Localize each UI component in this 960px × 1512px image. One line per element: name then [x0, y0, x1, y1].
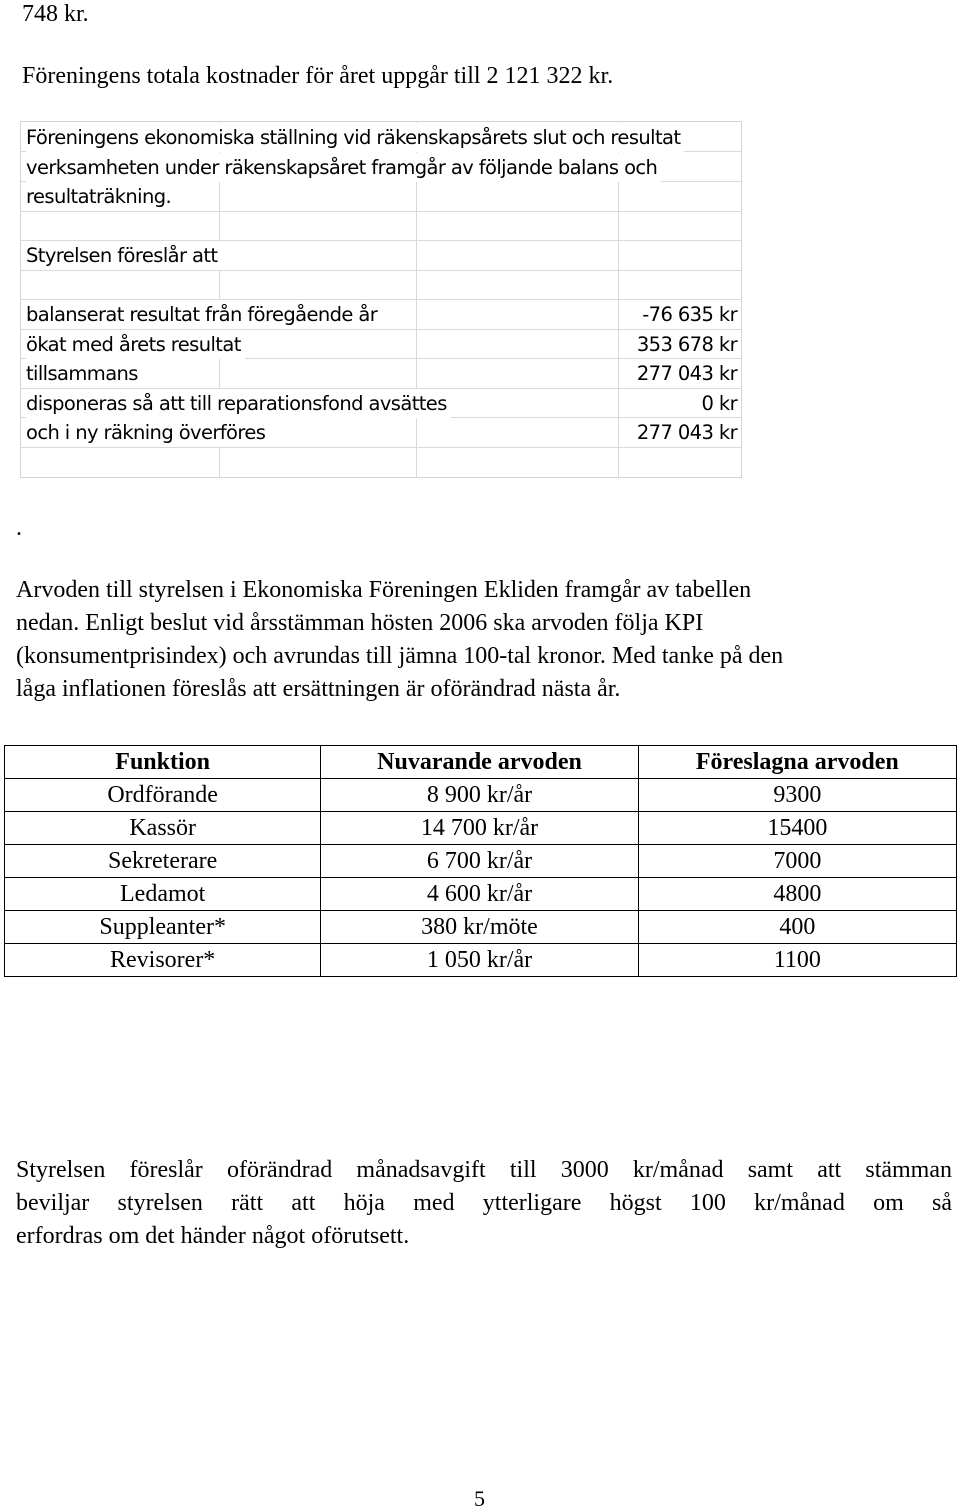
sheet-row-amount: -76 635 kr [642, 303, 737, 326]
cell-nuvarande: 1 050 kr/år [321, 944, 638, 977]
sheet-row-amount: 353 678 kr [636, 333, 737, 356]
cell-funktion: Suppleanter* [5, 911, 321, 944]
cell-foreslagna: 9300 [638, 779, 956, 812]
sheet-intro-line-3: resultaträkning. [26, 182, 175, 211]
fees-paragraph-line: Arvoden till styrelsen i Ekonomiska Föreningen Ekliden framgår av tabellen [16, 577, 752, 603]
fees-paragraph-line: nedan. Enligt beslut vid årsstämman hösten 2006 ska arvoden följa KPI [16, 610, 704, 636]
sheet-row-amount: 0 kr [701, 392, 737, 415]
cell-nuvarande: 6 700 kr/år [321, 845, 638, 878]
table-row [5, 779, 957, 812]
fee-proposal-line: beviljar styrelsen rätt att höja med ytterligare högst 100 kr/månad om så [16, 1190, 952, 1216]
cell-funktion: Sekreterare [5, 845, 321, 878]
sheet-row-amount: 277 043 kr [636, 421, 737, 444]
fees-table [4, 745, 957, 977]
table-header-row [5, 746, 957, 779]
cell-funktion: Ledamot [5, 878, 321, 911]
table-row [5, 944, 957, 977]
cell-foreslagna: 1100 [638, 944, 956, 977]
header-nuvarande: Nuvarande arvoden [321, 746, 638, 779]
sheet-row-label: tillsammans [26, 359, 142, 388]
sheet-row-label: och i ny räkning överföres [26, 418, 269, 447]
header-foreslagna: Föreslagna arvoden [638, 746, 956, 779]
fee-proposal-line: erfordras om det händer något oförutsett. [16, 1223, 410, 1249]
sheet-row-label: disponeras så att till reparationsfond avsättes [26, 389, 451, 418]
cell-funktion: Ordförande [5, 779, 321, 812]
cell-funktion: Kassör [5, 812, 321, 845]
table-row [5, 911, 957, 944]
fees-paragraph [16, 574, 952, 706]
cell-foreslagna: 4800 [638, 878, 956, 911]
sheet-row-label: balanserat resultat från föregående år [26, 300, 381, 329]
cell-foreslagna: 7000 [638, 845, 956, 878]
sheet-intro-line-2: verksamheten under räkenskapsåret framgår av följande balans och [26, 153, 661, 182]
fee-proposal-paragraph [16, 1154, 952, 1253]
cell-foreslagna: 15400 [638, 812, 956, 845]
fees-paragraph-line: låga inflationen föreslås att ersättningen är oförändrad nästa år. [16, 676, 621, 702]
cell-nuvarande: 380 kr/möte [321, 911, 638, 944]
sheet-proposal-heading: Styrelsen föreslår att [26, 241, 221, 270]
cell-nuvarande: 8 900 kr/år [321, 779, 638, 812]
table-row [5, 845, 957, 878]
page-number: 5 [474, 1486, 485, 1511]
total-costs-text: Föreningens totala kostnader för året uppgår till 2 121 322 kr. [22, 63, 614, 89]
table-row [5, 812, 957, 845]
spreadsheet-image [20, 121, 742, 478]
header-funktion: Funktion [5, 746, 321, 779]
sheet-row-label: ökat med årets resultat [26, 330, 245, 359]
sheet-intro-line-1: Föreningens ekonomiska ställning vid räkenskapsårets slut och resultat [26, 123, 684, 152]
separator-dot: . [16, 515, 22, 541]
cell-nuvarande: 4 600 kr/år [321, 878, 638, 911]
sheet-row-amount: 277 043 kr [636, 362, 737, 385]
table-row [5, 878, 957, 911]
fee-proposal-line: Styrelsen föreslår oförändrad månadsavgift till 3000 kr/månad samt att stämman [16, 1157, 952, 1183]
cell-funktion: Revisorer* [5, 944, 321, 977]
cell-nuvarande: 14 700 kr/år [321, 812, 638, 845]
top-fragment: 748 kr. [22, 1, 89, 27]
cell-foreslagna: 400 [638, 911, 956, 944]
fees-paragraph-line: (konsumentprisindex) och avrundas till jämna 100-tal kronor. Med tanke på den [16, 643, 784, 669]
